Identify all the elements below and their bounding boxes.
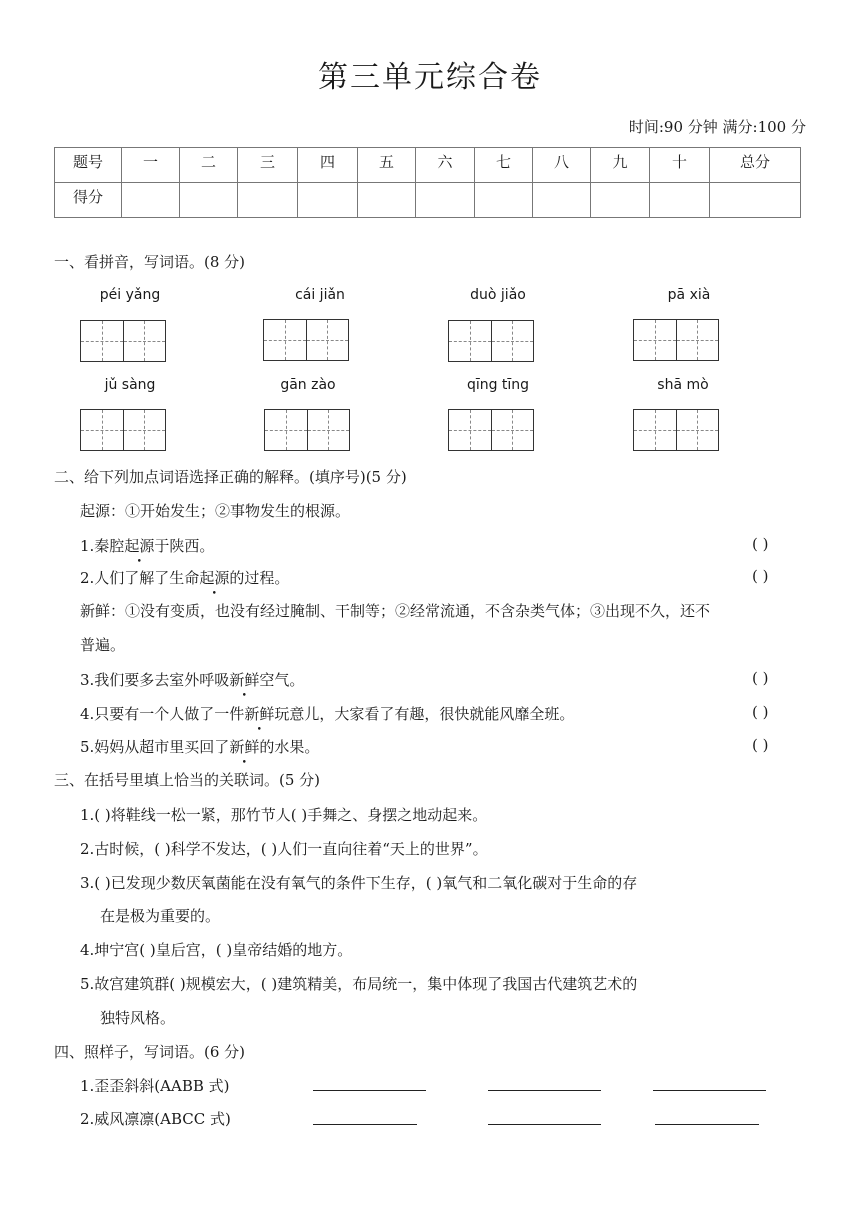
score-header-cell: 二 (180, 148, 238, 183)
q-text: 玩意儿，大家看了有趣，很快就能风靡全班。 (274, 705, 575, 723)
exam-meta: 时间:90 分钟 满分:100 分 (628, 118, 806, 136)
dotted-word: 起源 (199, 569, 230, 587)
pinyin-label: qīng tīng (466, 377, 530, 393)
score-header-cell: 总分 (710, 148, 801, 183)
section-4-heading: 四、照样子，写词语。(6 分) (54, 1043, 246, 1061)
dotted-word: 新鲜 (244, 705, 275, 723)
question-3-1[interactable]: 1.( )将鞋线一松一紧，那竹节人( )手舞之、身摆之地动起来。 (80, 806, 488, 824)
definition-qiyuan: 起源：①开始发生；②事物发生的根源。 (80, 502, 351, 520)
writing-grid[interactable] (80, 320, 166, 362)
answer-line[interactable] (488, 1124, 601, 1125)
score-table (54, 147, 801, 218)
writing-grid[interactable] (263, 319, 349, 361)
q-text: 5.妈妈从超市里买回了 (80, 738, 230, 756)
pinyin-label: péi yǎng (99, 287, 161, 303)
score-row-label: 得分 (55, 183, 122, 218)
score-header-cell: 一 (122, 148, 180, 183)
writing-grid[interactable] (264, 409, 350, 451)
section-2-heading: 二、给下列加点词语选择正确的解释。(填序号)(5 分) (54, 468, 407, 486)
q-text: 4.只要有一个人做了一件 (80, 705, 245, 723)
dotted-word: 新鲜 (229, 671, 260, 689)
score-cell[interactable] (238, 183, 298, 218)
q-text: 的过程。 (229, 569, 290, 587)
score-header-cell: 三 (238, 148, 298, 183)
writing-grid[interactable] (633, 319, 719, 361)
question-2-2 (80, 567, 289, 588)
answer-line[interactable] (655, 1124, 759, 1125)
score-cell[interactable] (298, 183, 358, 218)
question-3-3-cont: 在是极为重要的。 (100, 907, 221, 925)
q-text: 3.我们要多去室外呼吸 (80, 671, 230, 689)
q-text: 空气。 (259, 671, 305, 689)
pinyin-label: shā mò (657, 377, 709, 393)
answer-paren[interactable]: ( ) (752, 669, 769, 687)
score-header-cell: 七 (475, 148, 533, 183)
definition-xinxian-cont: 普遍。 (80, 636, 126, 654)
score-cell[interactable] (416, 183, 475, 218)
pinyin-label: jǔ sàng (104, 377, 156, 393)
question-3-5-cont: 独特风格。 (100, 1009, 176, 1027)
score-header-cell: 六 (416, 148, 475, 183)
question-3-5[interactable]: 5.故宫建筑群( )规模宏大，( )建筑精美，布局统一，集中体现了我国古代建筑艺术的 (80, 975, 638, 993)
pinyin-label: gān zào (280, 377, 336, 393)
score-cell[interactable] (710, 183, 801, 218)
answer-line[interactable] (488, 1090, 601, 1091)
question-2-3 (80, 669, 304, 690)
answer-line[interactable] (313, 1124, 417, 1125)
score-cell[interactable] (180, 183, 238, 218)
question-3-3[interactable]: 3.( )已发现少数厌氧菌能在没有氧气的条件下生存，( )氧气和二氧化碳对于生命的存 (80, 874, 638, 892)
score-header-cell: 题号 (55, 148, 122, 183)
question-2-4 (80, 703, 574, 724)
score-cell[interactable] (533, 183, 591, 218)
question-2-5 (80, 736, 319, 757)
q-text: 2.人们了解了生命 (80, 569, 200, 587)
writing-grid[interactable] (80, 409, 166, 451)
score-header-cell: 八 (533, 148, 591, 183)
score-cell[interactable] (591, 183, 650, 218)
pinyin-label: duò jiǎo (470, 287, 526, 303)
dotted-word: 起源 (124, 537, 155, 555)
question-2-1 (80, 535, 214, 556)
writing-grid[interactable] (448, 409, 534, 451)
answer-paren[interactable]: ( ) (752, 535, 769, 553)
score-cell[interactable] (358, 183, 416, 218)
answer-line[interactable] (653, 1090, 766, 1091)
section-3-heading: 三、在括号里填上恰当的关联词。(5 分) (54, 771, 321, 789)
answer-line[interactable] (313, 1090, 426, 1091)
question-3-4[interactable]: 4.坤宁宫( )皇后宫，( )皇帝结婚的地方。 (80, 941, 353, 959)
score-cell[interactable] (122, 183, 180, 218)
q-text: 1.秦腔 (80, 537, 125, 555)
answer-paren[interactable]: ( ) (752, 736, 769, 754)
score-cell[interactable] (650, 183, 710, 218)
q-text: 于陕西。 (154, 537, 215, 555)
pinyin-label: pā xià (667, 287, 711, 303)
score-header-cell: 十 (650, 148, 710, 183)
writing-grid[interactable] (633, 409, 719, 451)
score-header-cell: 九 (591, 148, 650, 183)
pinyin-label: cái jiǎn (295, 287, 345, 303)
question-4-2: 2.威风凛凛(ABCC 式) (80, 1110, 231, 1128)
definition-xinxian: 新鲜：①没有变质，也没有经过腌制、干制等；②经常流通，不含杂类气体；③出现不久，还不 (80, 602, 711, 620)
score-header-cell: 四 (298, 148, 358, 183)
score-cell[interactable] (475, 183, 533, 218)
question-4-1: 1.歪歪斜斜(AABB 式) (80, 1077, 230, 1095)
dotted-word: 新鲜 (229, 738, 260, 756)
answer-paren[interactable]: ( ) (752, 703, 769, 721)
q-text: 的水果。 (259, 738, 320, 756)
writing-grid[interactable] (448, 320, 534, 362)
score-row (55, 183, 801, 218)
score-header-cell: 五 (358, 148, 416, 183)
score-header-row (55, 148, 801, 183)
section-1-heading: 一、看拼音，写词语。(8 分) (54, 253, 246, 271)
question-3-2[interactable]: 2.古时候，( )科学不发达，( )人们一直向往着“天上的世界”。 (80, 840, 488, 858)
page-title: 第三单元综合卷 (318, 60, 542, 95)
answer-paren[interactable]: ( ) (752, 567, 769, 585)
